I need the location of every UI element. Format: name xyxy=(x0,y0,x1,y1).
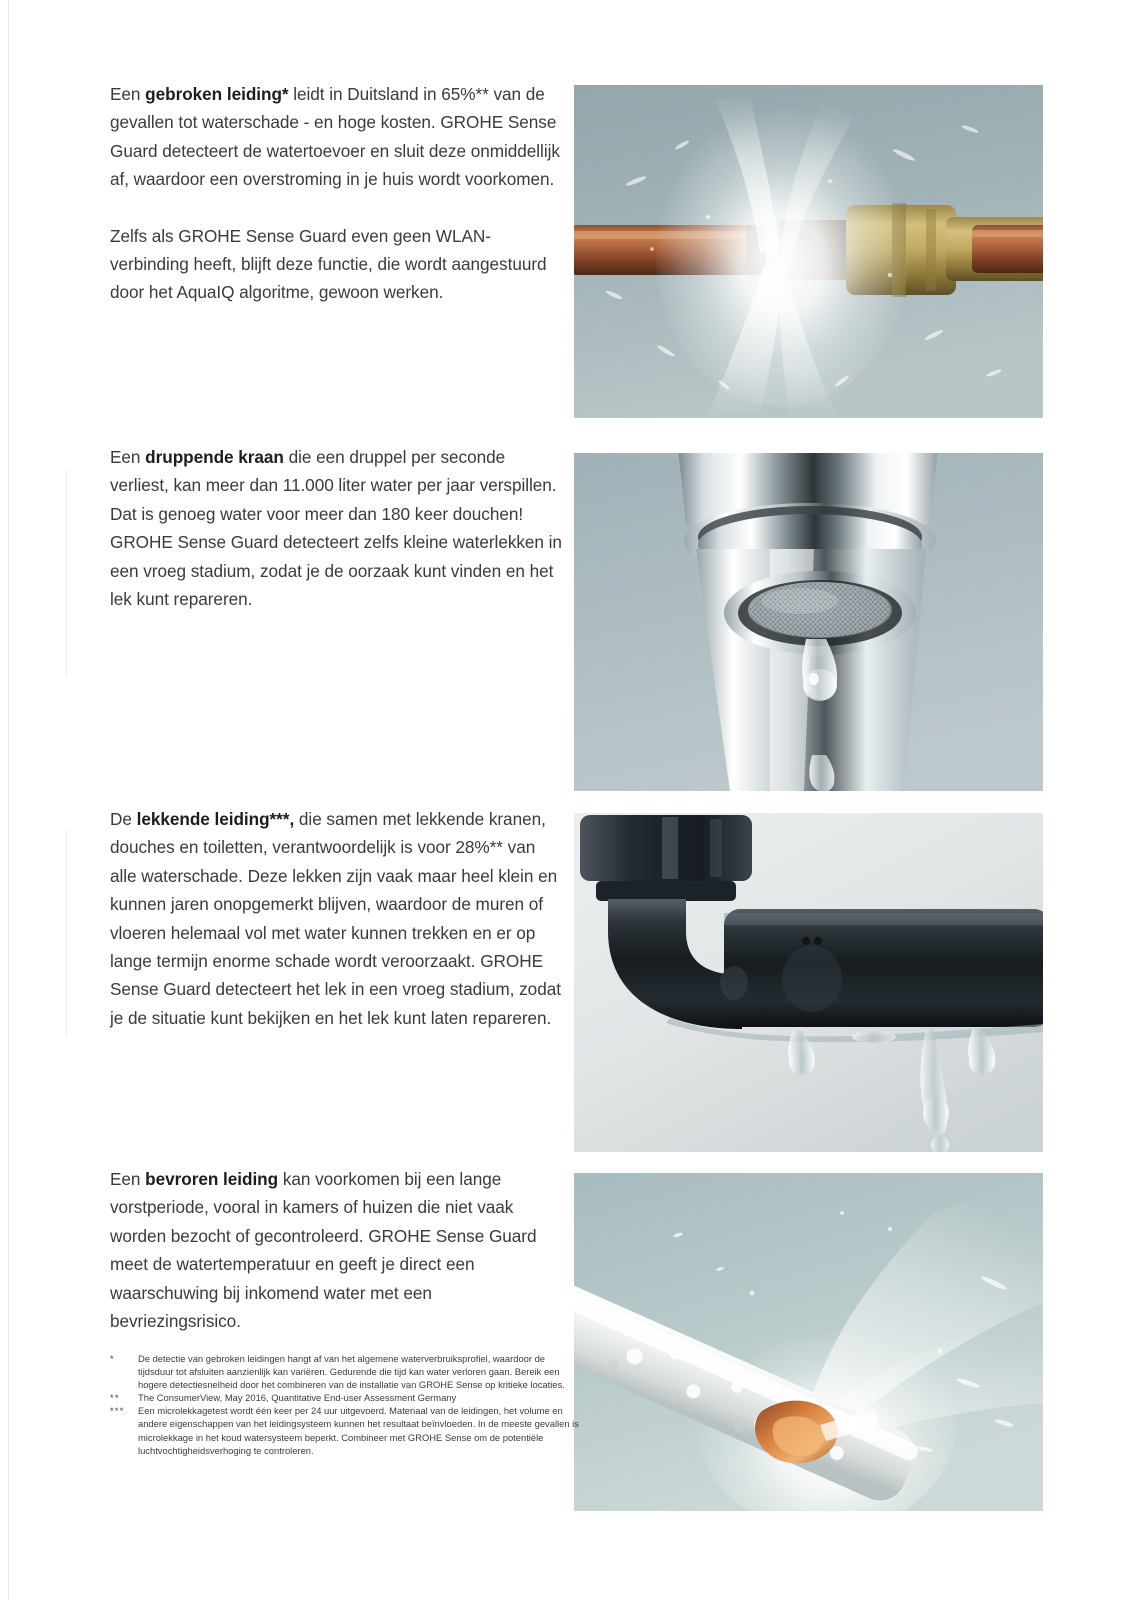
section-frozen-pipe-text xyxy=(110,1165,562,1335)
paragraph-broken-pipe-2: Zelfs als GROHE Sense Guard even geen WLAN-verbinding heeft, blijft deze functie, die wordt aangestuurd door het AquaIQ algoritme, gewoon werken. xyxy=(110,225,547,303)
footnote-1 xyxy=(110,1352,580,1391)
photo-leaking-drain-pipe xyxy=(574,813,1043,1152)
section-dripping-tap-text xyxy=(110,443,562,613)
lead-bold-1: gebroken leiding* xyxy=(145,84,289,104)
photo-frozen-burst-pipe-graphic xyxy=(574,1173,1043,1511)
crop-mark-inner-2 xyxy=(66,830,67,1035)
footnote-2 xyxy=(110,1391,580,1404)
photo-frozen-burst-pipe xyxy=(574,1173,1043,1511)
paragraph-leaking-pipe xyxy=(110,805,562,1032)
lead-plain-1: Een xyxy=(110,84,146,104)
photo-burst-copper-pipe xyxy=(574,85,1043,418)
footnote-3 xyxy=(110,1404,580,1456)
lead-plain-4: Een xyxy=(110,1169,146,1189)
crop-mark-left xyxy=(8,0,9,1600)
footnote-1-mark: * xyxy=(110,1353,115,1364)
paragraph-body-1: leidt in Duitsland in 65%** van de gevallen tot waterschade - en hoge kosten. GROHE Sense Guard detecteert de watertoevoer en sluit deze onmiddellijk af, waardoor een overstroming in je huis wordt voorkomen. xyxy=(110,84,560,190)
footnotes xyxy=(110,1352,580,1457)
crop-mark-inner xyxy=(66,470,67,675)
section-broken-pipe-text xyxy=(110,80,562,307)
photo-leaking-drain-pipe-graphic xyxy=(574,813,1043,1152)
footnote-3-mark: *** xyxy=(110,1405,125,1417)
photo-dripping-faucet-graphic xyxy=(574,453,1043,791)
footnote-2-text: The ConsumerView, May 2016, Quantitative End-user Assessment Germany xyxy=(138,1392,457,1404)
paragraph-body-3: die samen met lekkende kranen, douches en toiletten, verantwoordelijk is voor 28%** van alle waterschade. Deze lekken zijn vaak maar heel klein en kunnen jaren onopgemerkt blijven, waardoor de muren of vloeren helemaal vol met water kunnen trekken en er op lange termijn enorme schade wordt veroorzaakt. GROHE Sense Guard detecteert het lek in een vroeg stadium, zodat je de situatie kunt bekijken en het lek kunt laten repareren. xyxy=(110,809,561,1028)
paragraph-frozen-pipe xyxy=(110,1165,562,1335)
photo-dripping-faucet xyxy=(574,453,1043,791)
section-leaking-pipe-text xyxy=(110,805,562,1032)
lead-plain-3: De xyxy=(110,809,137,829)
paragraph-body-4: kan voorkomen bij een lange vorstperiode, vooral in kamers of huizen die niet vaak worden bezocht of gecontroleerd. GROHE Sense Guard meet de watertemperatuur en geeft je direct een waarschuwing bij inkomend water met een bevriezingsrisico. xyxy=(110,1169,537,1332)
paragraph-body-2: die een druppel per seconde verliest, kan meer dan 11.000 liter water per jaar verspillen. Dat is genoeg water voor meer dan 180 keer douchen! GROHE Sense Guard detecteert zelfs kleine waterlekken in een vroeg stadium, zodat je de oorzaak kunt vinden en het lek kunt repareren. xyxy=(110,447,562,610)
paragraph-broken-pipe-1 xyxy=(110,80,562,194)
lead-plain-2: Een xyxy=(110,447,146,467)
paragraph-dripping-tap xyxy=(110,443,562,613)
lead-bold-3: lekkende leiding***, xyxy=(136,809,295,829)
footnote-3-text: Een microlekkagetest wordt één keer per 24 uur uitgevoerd. Materiaal van de leidingen, het volume en andere eigenschappen van het leidingsysteem kunnen het resultaat beïnvloeden. In de meeste gevallen is microlekkage in het koud watersysteem beperkt. Combineer met GROHE Sense om de potentiële luchtvochtigheidsverhoging te controleren. xyxy=(138,1405,579,1456)
footnote-1-text: De detectie van gebroken leidingen hangt af van het algemene waterverbruiksprofiel, waardoor de tijdsduur tot afsluiten aanzienlijk kan variëren. Gedurende die tijd kan water verloren gaan. Bereik een hogere detectiesnelheid door het combineren van de installatie van GROHE Sense op kritieke locaties. xyxy=(138,1353,565,1391)
lead-bold-2: druppende kraan xyxy=(145,447,284,467)
footnote-2-mark: ** xyxy=(110,1392,120,1404)
photo-burst-copper-pipe-graphic xyxy=(574,85,1043,418)
lead-bold-4: bevroren leiding xyxy=(145,1169,279,1189)
